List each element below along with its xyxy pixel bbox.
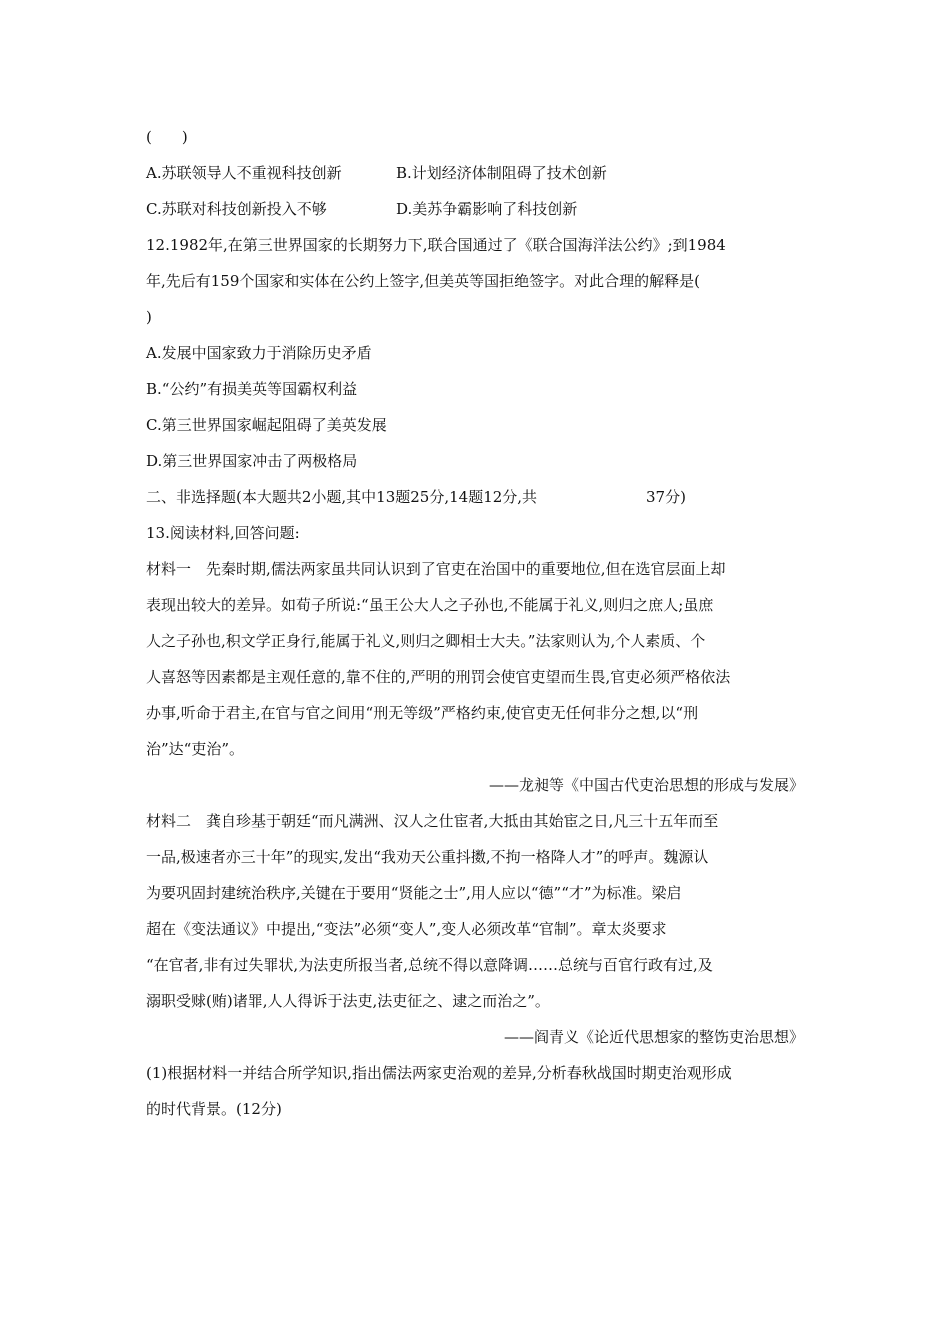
section2-heading-part2: 37分) <box>646 488 686 506</box>
material2-line: 溺职受赇(贿)诸罪,人人得诉于法吏,法吏征之、逮之而治之”。 <box>146 992 550 1010</box>
section2-heading <box>146 487 686 507</box>
q12-option-c: C.第三世界国家崛起阻碍了美英发展 <box>146 416 387 434</box>
q13-intro: 13.阅读材料,回答问题: <box>146 524 300 542</box>
q12-stem-line-2: 年,先后有159个国家和实体在公约上签字,但美英等国拒绝签字。对此合理的解释是( <box>146 272 701 290</box>
material2-line: “在官者,非有过失罪状,为法吏所报当者,总统不得以意降调……总统与百官行政有过,及 <box>146 956 713 974</box>
sub-question-1-line: (1)根据材料一并结合所学知识,指出儒法两家吏治观的差异,分析春秋战国时期吏治观形成 <box>146 1064 732 1082</box>
section2-heading-part1: 二、非选择题(本大题共2小题,其中13题25分,14题12分,共 <box>146 488 538 506</box>
material1-line: 办事,听命于君主,在官与官之间用“刑无等级”严格约束,使官吏无任何非分之想,以“刑 <box>146 704 699 722</box>
material2-line: 材料二 龚自珍基于朝廷“而凡满洲、汉人之仕宦者,大抵由其始宦之日,凡三十五年而至 <box>146 812 719 830</box>
q12-option-a: A.发展中国家致力于消除历史矛盾 <box>146 344 372 362</box>
material1-line: 表现出较大的差异。如荀子所说:“虽王公大人之子孙也,不能属于礼义,则归之庶人;虽庶 <box>146 596 714 614</box>
q11-answer-bracket: ( ) <box>146 128 188 146</box>
q11-option-c: C.苏联对科技创新投入不够 <box>146 200 327 218</box>
material1-line: 治”达“吏治”。 <box>146 740 245 758</box>
material1-line: 材料一 先秦时期,儒法两家虽共同认识到了官吏在治国中的重要地位,但在选官层面上却 <box>146 560 726 578</box>
q12-stem-line-3: ) <box>146 308 152 326</box>
sub-question-1-line: 的时代背景。(12分) <box>146 1100 282 1118</box>
q12-stem-line-1: 12.1982年,在第三世界国家的长期努力下,联合国通过了《联合国海洋法公约》;到1984 <box>146 236 726 254</box>
material2-source: ——阎青义《论近代思想家的整饬吏治思想》 <box>503 1028 804 1046</box>
material2-line: 为要巩固封建统治秩序,关键在于要用“贤能之士”,用人应以“德”“才”为标准。梁启 <box>146 884 682 902</box>
q11-option-row-1 <box>146 163 607 183</box>
material1-line: 人之子孙也,积文学正身行,能属于礼义,则归之卿相士大夫。”法家则认为,个人素质、个 <box>146 632 706 650</box>
q11-option-a: A.苏联领导人不重视科技创新 <box>146 164 342 182</box>
q12-option-b: B.“公约”有损美英等国霸权利益 <box>146 380 358 398</box>
material1-source: ——龙昶等《中国古代吏治思想的形成与发展》 <box>488 776 804 794</box>
material2-line: 一品,极速者亦三十年”的现实,发出“我劝天公重抖擞,不拘一格降人才”的呼声。魏源认 <box>146 848 709 866</box>
q11-option-d: D.美苏争霸影响了科技创新 <box>396 200 578 218</box>
q11-option-row-2 <box>146 199 577 219</box>
q12-option-d: D.第三世界国家冲击了两极格局 <box>146 452 358 470</box>
q11-option-b: B.计划经济体制阻碍了技术创新 <box>396 164 607 182</box>
material1-line: 人喜怒等因素都是主观任意的,靠不住的,严明的刑罚会使官吏望而生畏,官吏必须严格依法 <box>146 668 731 686</box>
material2-line: 超在《变法通议》中提出,“变法”必须“变人”,变人必须改革“官制”。章太炎要求 <box>146 920 667 938</box>
